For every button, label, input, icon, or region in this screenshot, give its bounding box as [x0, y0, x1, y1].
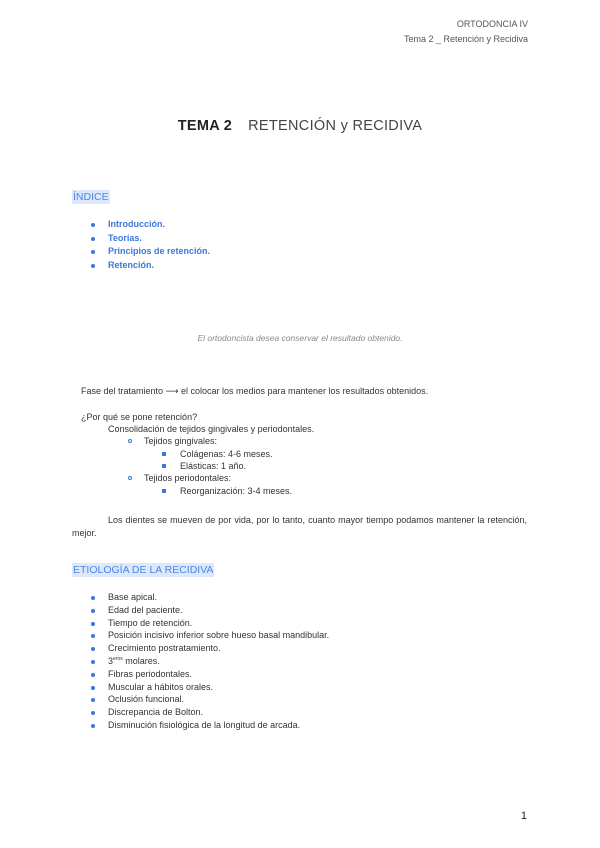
page-title: [0, 118, 600, 134]
etiology-item: Oclusión funcional.: [108, 693, 329, 706]
etiology-list: [108, 591, 329, 732]
page-number: 1: [520, 810, 527, 822]
third-molars-suffix: eros: [113, 655, 123, 662]
header-course: ORTODONCIA IV: [456, 19, 528, 29]
title-main: TEMA 2: [177, 118, 233, 134]
index-item[interactable]: Teorías.: [108, 232, 210, 246]
definition-line: [81, 385, 428, 397]
etiology-item: Base apical.: [108, 591, 329, 604]
third-molars-number: 3: [108, 655, 114, 666]
definition-prefix: Fase del tratamiento: [81, 386, 164, 396]
consolidation-line: Consolidación de tejidos gingivales y periodontales.: [108, 424, 315, 434]
third-molars-text: molares.: [125, 655, 160, 666]
index-item[interactable]: Principios de retención.: [108, 245, 210, 259]
periodontal-label: Tejidos periodontales:: [144, 473, 232, 484]
etiology-item-third-molars: [108, 655, 329, 668]
gingival-item: Colágenas: 4-6 meses.: [180, 448, 273, 459]
etiology-item: Muscular a hábitos orales.: [108, 681, 329, 694]
periodontal-item: Reorganización: 3-4 meses.: [180, 485, 293, 496]
etiology-item: Tiempo de retención.: [108, 617, 329, 630]
right-arrow-icon: ⟶: [165, 386, 179, 396]
gingival-item: Elásticas: 1 año.: [180, 460, 247, 471]
index-heading: ÍNDICE: [73, 191, 109, 203]
etiology-item: Edad del paciente.: [108, 604, 329, 617]
etiology-heading: ETIOLOGÍA DE LA RECIDIVA: [73, 564, 214, 576]
index-list: [108, 218, 210, 272]
index-item[interactable]: Retención.: [108, 259, 210, 273]
definition-text: el colocar los medios para mantener los resultados obtenidos.: [180, 386, 429, 396]
retention-paragraph: Los dientes se mueven de por vida, por lo tanto, cuanto mayor tiempo podamos mantener la retención, mejor.: [72, 515, 527, 538]
title-sub: RETENCIÓN y RECIDIVA: [248, 118, 423, 134]
quote: El ortodoncista desea conservar el resultado obtenido.: [197, 333, 403, 343]
header-topic: Tema 2 _ Retención y Recidiva: [403, 34, 528, 44]
index-item[interactable]: Introducción.: [108, 218, 210, 232]
etiology-item: Crecimiento postratamiento.: [108, 642, 329, 655]
gingival-label: Tejidos gingivales:: [144, 436, 218, 447]
etiology-item: Fibras periodontales.: [108, 668, 329, 681]
etiology-item: Disminución fisiológica de la longitud de arcada.: [108, 719, 329, 732]
etiology-item: Posición incisivo inferior sobre hueso basal mandibular.: [108, 630, 330, 641]
etiology-item: Discrepancia de Bolton.: [108, 706, 329, 719]
why-question: ¿Por qué se pone retención?: [81, 412, 198, 422]
